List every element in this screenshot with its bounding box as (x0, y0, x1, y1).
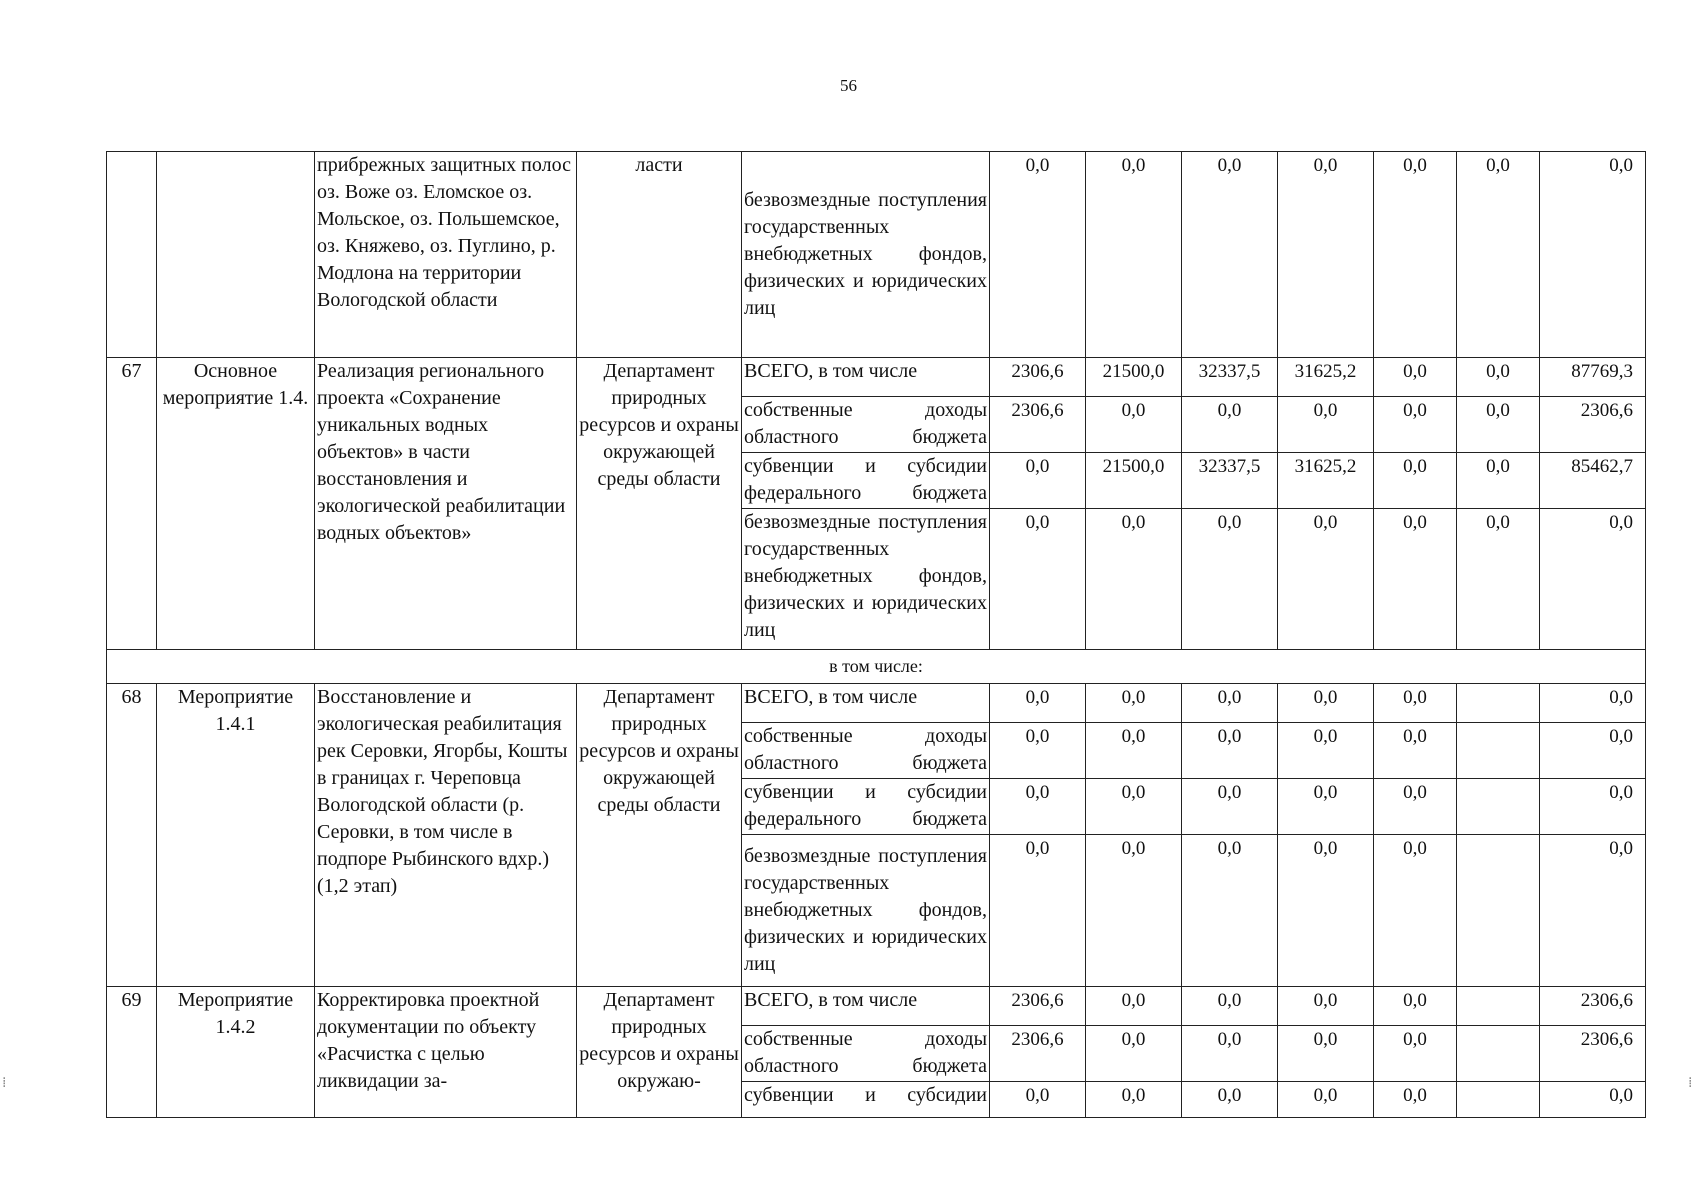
value-cell: 0,0 (1374, 835, 1457, 987)
funding-source-cell: ВСЕГО, в том числе (742, 684, 990, 723)
value-cell: 21500,0 (1086, 358, 1182, 397)
event-type-cell: Мероприятие 1.4.2 (157, 987, 315, 1118)
total-value-cell: 0,0 (1540, 723, 1646, 779)
funding-source-cell: безвозмездные поступления государственных внебюджетных фондов, физических и юридических лиц (742, 152, 990, 358)
value-cell: 0,0 (1374, 987, 1457, 1026)
value-cell: 31625,2 (1278, 358, 1374, 397)
value-cell: 0,0 (1457, 358, 1540, 397)
value-cell (1457, 835, 1540, 987)
value-cell (1457, 779, 1540, 835)
value-cell: 0,0 (1374, 779, 1457, 835)
value-cell (1457, 723, 1540, 779)
value-cell: 0,0 (1086, 509, 1182, 650)
total-value-cell: 87769,3 (1540, 358, 1646, 397)
value-cell: 0,0 (1086, 779, 1182, 835)
value-cell: 0,0 (990, 779, 1086, 835)
value-cell: 0,0 (1086, 1082, 1182, 1118)
event-name-cell: прибрежных защитных полос оз. Воже оз. Еломское оз. Мольское, оз. Польшемское, оз. Княжево, оз. Пуглино, р. Модлона на территории Вологодской области (315, 152, 577, 358)
value-cell: 0,0 (1374, 397, 1457, 453)
total-value-cell: 0,0 (1540, 152, 1646, 358)
value-cell: 32337,5 (1182, 358, 1278, 397)
funding-source-cell: собственные доходы областного бюджета (742, 1026, 990, 1082)
event-name-cell: Восстановление и экологическая реабилитация рек Серовки, Ягорбы, Кошты в границах г. Череповца Вологодской области (р. Серовки, в том числе в подпоре Рыбинского вдхр.) (1,2 этап) (315, 684, 577, 987)
value-cell: 32337,5 (1182, 453, 1278, 509)
department-cell: Департамент природных ресурсов и охраны окружающей среды области (577, 684, 742, 987)
department-cell: Департамент природных ресурсов и охраны окружающей среды области (577, 358, 742, 650)
value-cell: 0,0 (1086, 397, 1182, 453)
scan-margin-mark-right: ⁞ (1688, 1075, 1693, 1091)
value-cell: 0,0 (1374, 723, 1457, 779)
value-cell: 0,0 (1086, 835, 1182, 987)
value-cell: 0,0 (1278, 779, 1374, 835)
value-cell: 0,0 (1182, 152, 1278, 358)
funding-source-cell: собственные доходы областного бюджета (742, 397, 990, 453)
value-cell: 0,0 (1278, 723, 1374, 779)
total-value-cell: 0,0 (1540, 509, 1646, 650)
value-cell: 0,0 (1374, 1026, 1457, 1082)
value-cell: 31625,2 (1278, 453, 1374, 509)
value-cell: 0,0 (1182, 779, 1278, 835)
value-cell: 0,0 (1086, 684, 1182, 723)
table-row (107, 152, 1646, 358)
value-cell: 0,0 (990, 723, 1086, 779)
value-cell: 0,0 (1182, 1026, 1278, 1082)
event-name-cell: Корректировка проектной документации по объекту «Расчистка с целью ликвидации за- (315, 987, 577, 1118)
value-cell: 0,0 (1278, 1082, 1374, 1118)
funding-source-cell: ВСЕГО, в том числе (742, 358, 990, 397)
value-cell: 0,0 (1374, 358, 1457, 397)
total-value-cell: 2306,6 (1540, 987, 1646, 1026)
value-cell: 0,0 (990, 509, 1086, 650)
page-number: 56 (840, 76, 857, 95)
scan-margin-mark-left: ⁞ (2, 1075, 7, 1091)
value-cell: 0,0 (1086, 1026, 1182, 1082)
funding-source-cell: собственные доходы областного бюджета (742, 723, 990, 779)
value-cell: 0,0 (1278, 987, 1374, 1026)
value-cell: 0,0 (1374, 152, 1457, 358)
value-cell: 0,0 (990, 684, 1086, 723)
value-cell: 2306,6 (990, 1026, 1086, 1082)
subheader-cell: в том числе: (107, 650, 1646, 684)
value-cell: 0,0 (1182, 397, 1278, 453)
total-value-cell: 2306,6 (1540, 397, 1646, 453)
value-cell: 2306,6 (990, 397, 1086, 453)
value-cell: 2306,6 (990, 358, 1086, 397)
row-number-cell: 67 (107, 358, 157, 650)
value-cell: 0,0 (1182, 1082, 1278, 1118)
value-cell: 0,0 (1278, 1026, 1374, 1082)
value-cell: 0,0 (1278, 152, 1374, 358)
event-type-cell: Мероприятие 1.4.1 (157, 684, 315, 987)
value-cell: 0,0 (990, 453, 1086, 509)
value-cell: 0,0 (1182, 835, 1278, 987)
value-cell: 0,0 (1457, 397, 1540, 453)
table-row (107, 650, 1646, 684)
table-row (107, 987, 1646, 1026)
funding-source-cell: субвенции и субсидии федерального бюджета (742, 453, 990, 509)
table-row (107, 684, 1646, 723)
funding-table (106, 151, 1646, 1118)
value-cell: 0,0 (1086, 723, 1182, 779)
row-number-cell (107, 152, 157, 358)
value-cell: 0,0 (1457, 152, 1540, 358)
value-cell: 0,0 (990, 1082, 1086, 1118)
value-cell: 0,0 (1278, 397, 1374, 453)
funding-source-cell: ВСЕГО, в том числе (742, 987, 990, 1026)
value-cell (1457, 684, 1540, 723)
value-cell: 21500,0 (1086, 453, 1182, 509)
value-cell: 0,0 (1182, 509, 1278, 650)
value-cell: 0,0 (1374, 684, 1457, 723)
value-cell: 2306,6 (990, 987, 1086, 1026)
funding-source-cell: безвозмездные поступления государственных внебюджетных фондов, физических и юридических лиц (742, 835, 990, 987)
value-cell (1457, 1082, 1540, 1118)
event-name-cell: Реализация регионального проекта «Сохранение уникальных водных объектов» в части восстановления и экологической реабилитации водных объектов» (315, 358, 577, 650)
funding-source-cell: субвенции и субсидии федерального бюджета (742, 779, 990, 835)
value-cell: 0,0 (990, 835, 1086, 987)
value-cell (1457, 1026, 1540, 1082)
table-row (107, 358, 1646, 397)
total-value-cell: 0,0 (1540, 684, 1646, 723)
event-type-cell: Основное мероприятие 1.4. (157, 358, 315, 650)
value-cell (1457, 987, 1540, 1026)
row-number-cell: 68 (107, 684, 157, 987)
value-cell: 0,0 (1374, 509, 1457, 650)
event-type-cell (157, 152, 315, 358)
table-body (107, 152, 1646, 1118)
value-cell: 0,0 (1278, 684, 1374, 723)
funding-source-cell: субвенции и субсидии (742, 1082, 990, 1118)
value-cell: 0,0 (1182, 684, 1278, 723)
total-value-cell: 0,0 (1540, 1082, 1646, 1118)
value-cell: 0,0 (1086, 987, 1182, 1026)
value-cell: 0,0 (1182, 723, 1278, 779)
value-cell: 0,0 (1278, 835, 1374, 987)
department-cell: Департамент природных ресурсов и охраны окружаю- (577, 987, 742, 1118)
department-cell: ласти (577, 152, 742, 358)
value-cell: 0,0 (1457, 509, 1540, 650)
total-value-cell: 0,0 (1540, 835, 1646, 987)
value-cell: 0,0 (1374, 1082, 1457, 1118)
value-cell: 0,0 (1278, 509, 1374, 650)
row-number-cell: 69 (107, 987, 157, 1118)
value-cell: 0,0 (1374, 453, 1457, 509)
total-value-cell: 0,0 (1540, 779, 1646, 835)
funding-source-cell: безвозмездные поступления государственных внебюджетных фондов, физических и юридических лиц (742, 509, 990, 650)
value-cell: 0,0 (1457, 453, 1540, 509)
value-cell: 0,0 (1086, 152, 1182, 358)
value-cell: 0,0 (1182, 987, 1278, 1026)
total-value-cell: 2306,6 (1540, 1026, 1646, 1082)
total-value-cell: 85462,7 (1540, 453, 1646, 509)
value-cell: 0,0 (990, 152, 1086, 358)
